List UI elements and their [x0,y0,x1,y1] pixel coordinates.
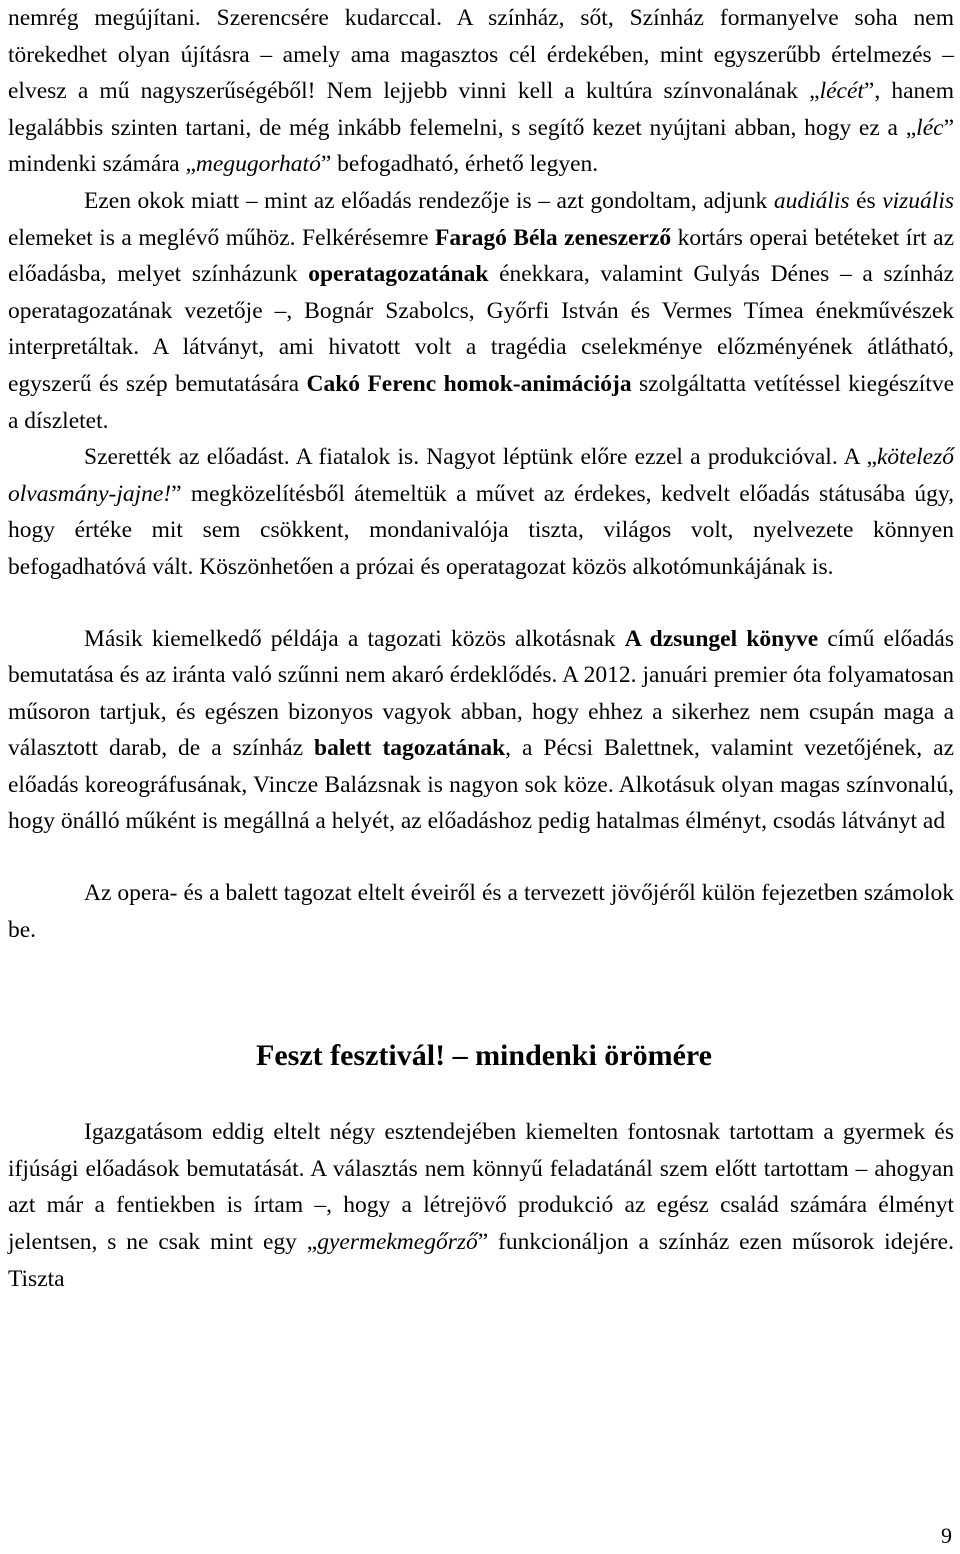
paragraph-5: Az opera- és a balett tagozat eltelt éveiről és a tervezett jövőjéről külön fejezetben számolok be. [8,880,954,943]
bold-text: balett tagozatának [314,735,506,762]
bold-text: Cakó Ferenc homok-animációja [306,370,632,397]
text: Másik kiemelkedő példája a tagozati közös alkotásnak [84,625,625,652]
italic-text: léc [916,114,944,141]
paragraph-6 [8,1114,954,1297]
text: című előadás bemutatása és az iránta való szűnni nem akaró érdeklődés. A 2012. januári premier óta folyamatosan műsoron tartjuk, és egészen bizonyos vagyok abban, hogy ehhez a sikerhez nem csupán maga a választott darab, de a színház [8,625,954,762]
paragraph-2 [8,183,954,439]
text: nemrég megújítani. Szerencsére kudarccal. A színház, sőt, Színház formanyelve soha nem törekedhet olyan újításra – amely ama magasztos cél érdekében, mint egyszerűbb értelmezés – elvesz a mű nagyszerűségéből! Nem lejjebb vinni kell a kultúra színvonalának „ [8,5,954,105]
bold-text: A dzsungel könyve [624,625,819,652]
text: Szerették az előadást. A fiatalok is. Nagyot léptünk előre ezzel a produkcióval. A „ [84,444,877,471]
bold-text: Faragó Béla zeneszerző [435,224,672,251]
text: ” mindenki számára „ [8,114,954,178]
text: ” befogadható, érhető legyen. [320,151,599,178]
italic-text: kötelező olvasmány-jajne! [8,444,954,507]
paragraph-1 [8,0,954,183]
text: ” megközelítésből átemeltük a művet az érdekes, kedvelt előadás státusába úgy, hogy értéke mit sem csökkent, mondanivalója tiszta, világos volt, nyelvezete könnyen befogadhatóvá vált. Köszönhetően a prózai és operatagozat közös alkotómunkájának is. [8,480,954,580]
text: elemeket is a meglévő műhöz. Felkérésemre [8,224,436,251]
italic-text: gyermekmegőrző [317,1229,478,1256]
text: ” funkcionáljon a színház ezen műsorok idejére. Tiszta [8,1229,954,1292]
section-heading: Feszt fesztivál! – mindenki örömére [256,1039,712,1073]
italic-text: vizuális [882,187,954,214]
bold-text: operatagozatának [308,261,489,288]
paragraph-4 [8,621,954,841]
page-number: 9 [941,1523,952,1548]
text: ”, hanem legalábbis szinten tartani, de még inkább felemelni, s segítő kezet nyújtani abban, hogy ez a „ [8,78,955,141]
italic-text: audiális [773,187,850,214]
text: kortárs operai betéteket írt az előadásba, melyet színházunk [8,224,954,288]
italic-text: megugorható [195,151,321,178]
text: szolgáltatta vetítéssel kiegészítve a díszletet. [8,370,955,434]
text: , a Pécsi Balettnek, valamint vezetőjének, az előadás koreográfusának, Vincze Balázsnak is nagyon sok köze. Alkotásuk olyan magas színvonalú, hogy önálló műként is megállná a helyét, az előadáshoz pedig hatalmas élményt, csodás látványt ad [8,735,954,835]
document-page [8,0,954,1297]
paragraph-3 [8,439,954,585]
text: Ezen okok miatt – mint az előadás rendezője is – azt gondoltam, adjunk [84,187,774,214]
text: énekkara, valamint Gulyás Dénes – a színház operatagozatának vezetője –, Bognár Szabolcs, Győrfi István és Vermes Tímea énekművészek interpretáltak. A látványt, ami hivatott volt a tragédia cselekménye előzményének átlátható, egyszerű és szép bemutatására [8,261,954,397]
italic-text: lécét [819,78,864,105]
text: Igazgatásom eddig eltelt négy esztendejében kiemelten fontosnak tartottam a gyermek és ifjúsági előadások bemutatását. A választás nem könnyű feladatánál szem előtt tartottam – ahogyan azt már a fentiekben is írtam –, hogy a létrejövő produkció az egész család számára élményt jelentsen, s ne csak mint egy „ [8,1119,954,1256]
text: és [849,187,883,214]
